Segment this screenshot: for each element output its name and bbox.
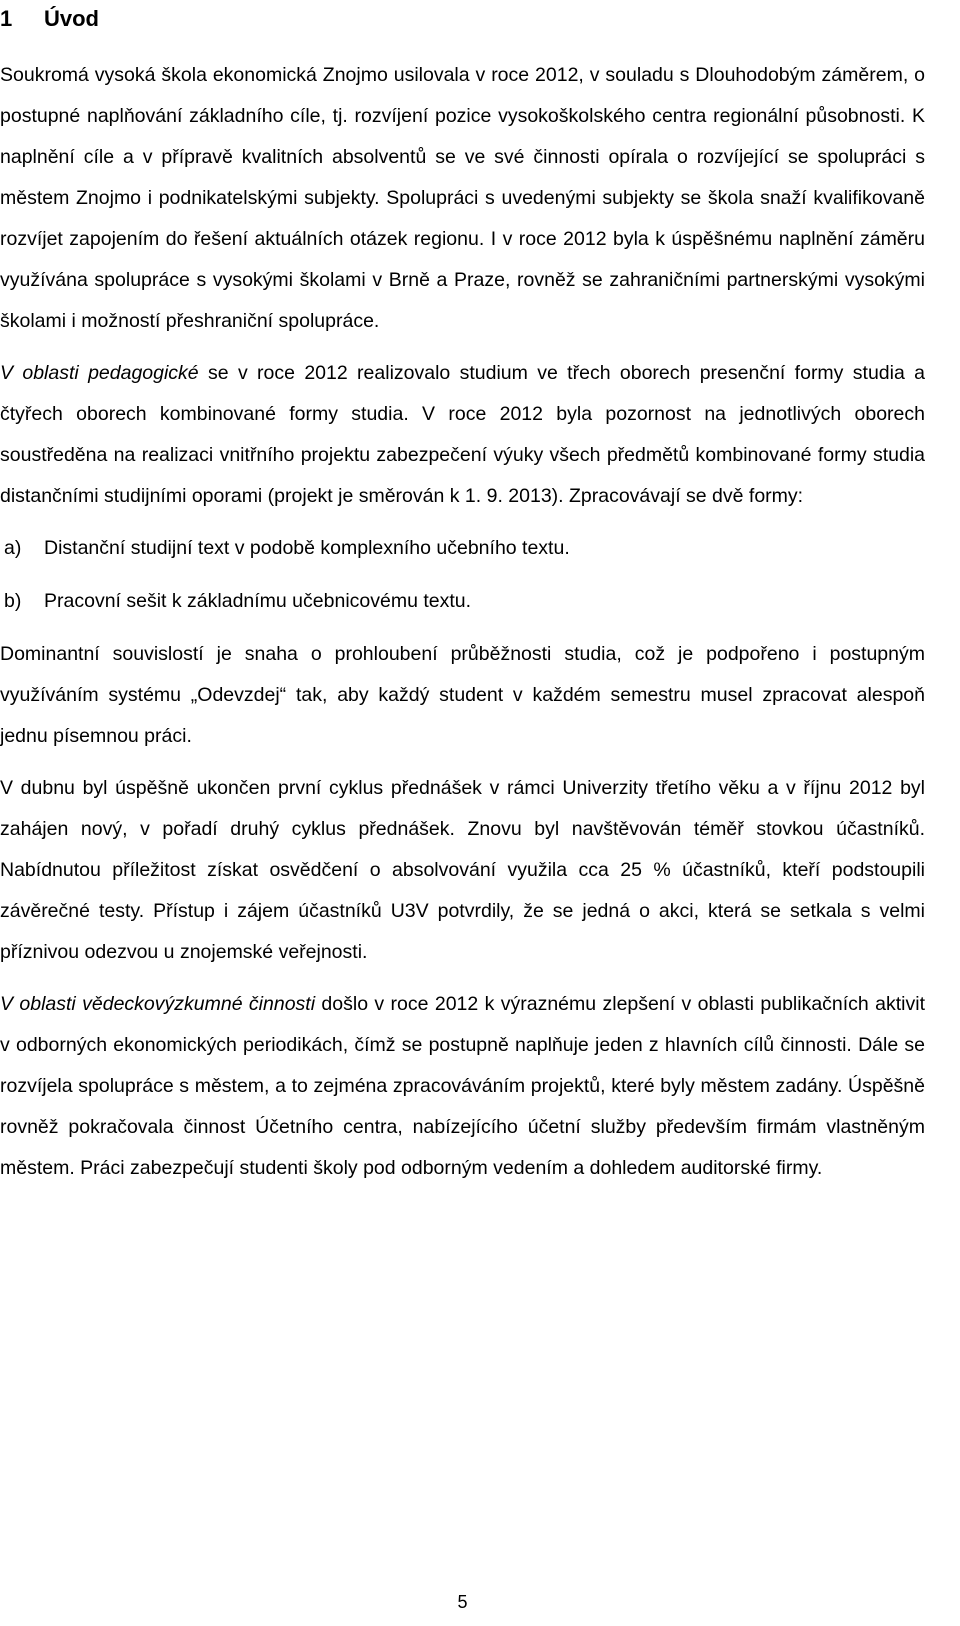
paragraph-pedagogy	[0, 353, 925, 517]
forms-list	[0, 528, 925, 622]
list-item	[0, 581, 925, 622]
paragraph-u3v: V dubnu byl úspěšně ukončen první cyklus přednášek v rámci Univerzity třetího věku a v říjnu 2012 byl zahájen nový, v pořadí druhý cyklus přednášek. Znovu byl navštěvován téměř stovkou účastníků. Nabídnutou příležitost získat osvědčení o absolvování využila cca 25 % účastníků, kteří podstoupili závěrečné testy. Přístup i zájem účastníků U3V potvrdily, že se jedná o akci, která se setkala s velmi příznivou odezvou u znojemské veřejnosti.	[0, 777, 925, 963]
section-heading	[0, 4, 99, 34]
paragraph-intro: Soukromá vysoká škola ekonomická Znojmo usilovala v roce 2012, v souladu s Dlouhodobým záměrem, o postupné naplňování základního cíle, tj. rozvíjení pozice vysokoškolského centra regionální působnosti. K naplnění cíle a v přípravě kvalitních absolventů se ve své činnosti opírala o rozvíjející se spolupráci s městem Znojmo i podnikatelskými subjekty. Spolupráci s uvedenými subjekty se škola snaží kvalifikovaně rozvíjet zapojením do řešení aktuálních otázek regionu. I v roce 2012 byla k úspěšnému naplnění záměru využívána spolupráce s vysokými školami v Brně a Praze, rovněž se zahraničními partnerskými vysokými školami i možností přeshraniční spolupráce.	[0, 64, 925, 332]
document-body	[0, 55, 925, 1200]
paragraph-research	[0, 984, 925, 1189]
list-marker: a)	[4, 537, 22, 559]
list-marker: b)	[4, 590, 22, 612]
section-number: 1	[0, 6, 13, 31]
paragraph-continuity: Dominantní souvislostí je snaha o prohloubení průběžnosti studia, což je podpořeno i postupným využíváním systému „Odevzdej“ tak, aby každý student v každém semestru musel zpracovat alespoň jednu písemnou práci.	[0, 643, 925, 747]
list-item	[0, 528, 925, 569]
paragraph-pedagogy-emphasis: V oblasti pedagogické	[0, 362, 199, 384]
page-number: 5	[457, 1592, 468, 1612]
paragraph-pedagogy-text: se v roce 2012 realizovalo studium ve třech oborech presenční formy studia a čtyřech oborech kombinované formy studia. V roce 2012 byla pozornost na jednotlivých oborech soustředěna na realizaci vnitřního projektu zabezpečení výuky všech předmětů kombinované formy studia distančními studijními oporami (projekt je směrován k 1. 9. 2013). Zpracovávají se dvě formy:	[0, 362, 926, 507]
list-text: Distanční studijní text v podobě komplexního učebního textu.	[44, 537, 570, 559]
paragraph-research-emphasis: V oblasti vědeckovýzkumné činnosti	[0, 993, 316, 1015]
list-text: Pracovní sešit k základnímu učebnicovému textu.	[44, 590, 472, 612]
paragraph-research-text: došlo v roce 2012 k výraznému zlepšení v oblasti publikačních aktivit v odborných ekonomických periodikách, čímž se postupně naplňuje jeden z hlavních cílů činnosti. Dále se rozvíjela spolupráce s městem, a to zejména zpracováváním projektů, které byly městem zadány. Úspěšně rovněž pokračovala činnost Účetního centra, nabízejícího účetní služby především firmám vlastněným městem. Práci zabezpečují studenti školy pod odborným vedením a dohledem auditorské firmy.	[0, 993, 926, 1179]
section-title: Úvod	[44, 6, 99, 31]
